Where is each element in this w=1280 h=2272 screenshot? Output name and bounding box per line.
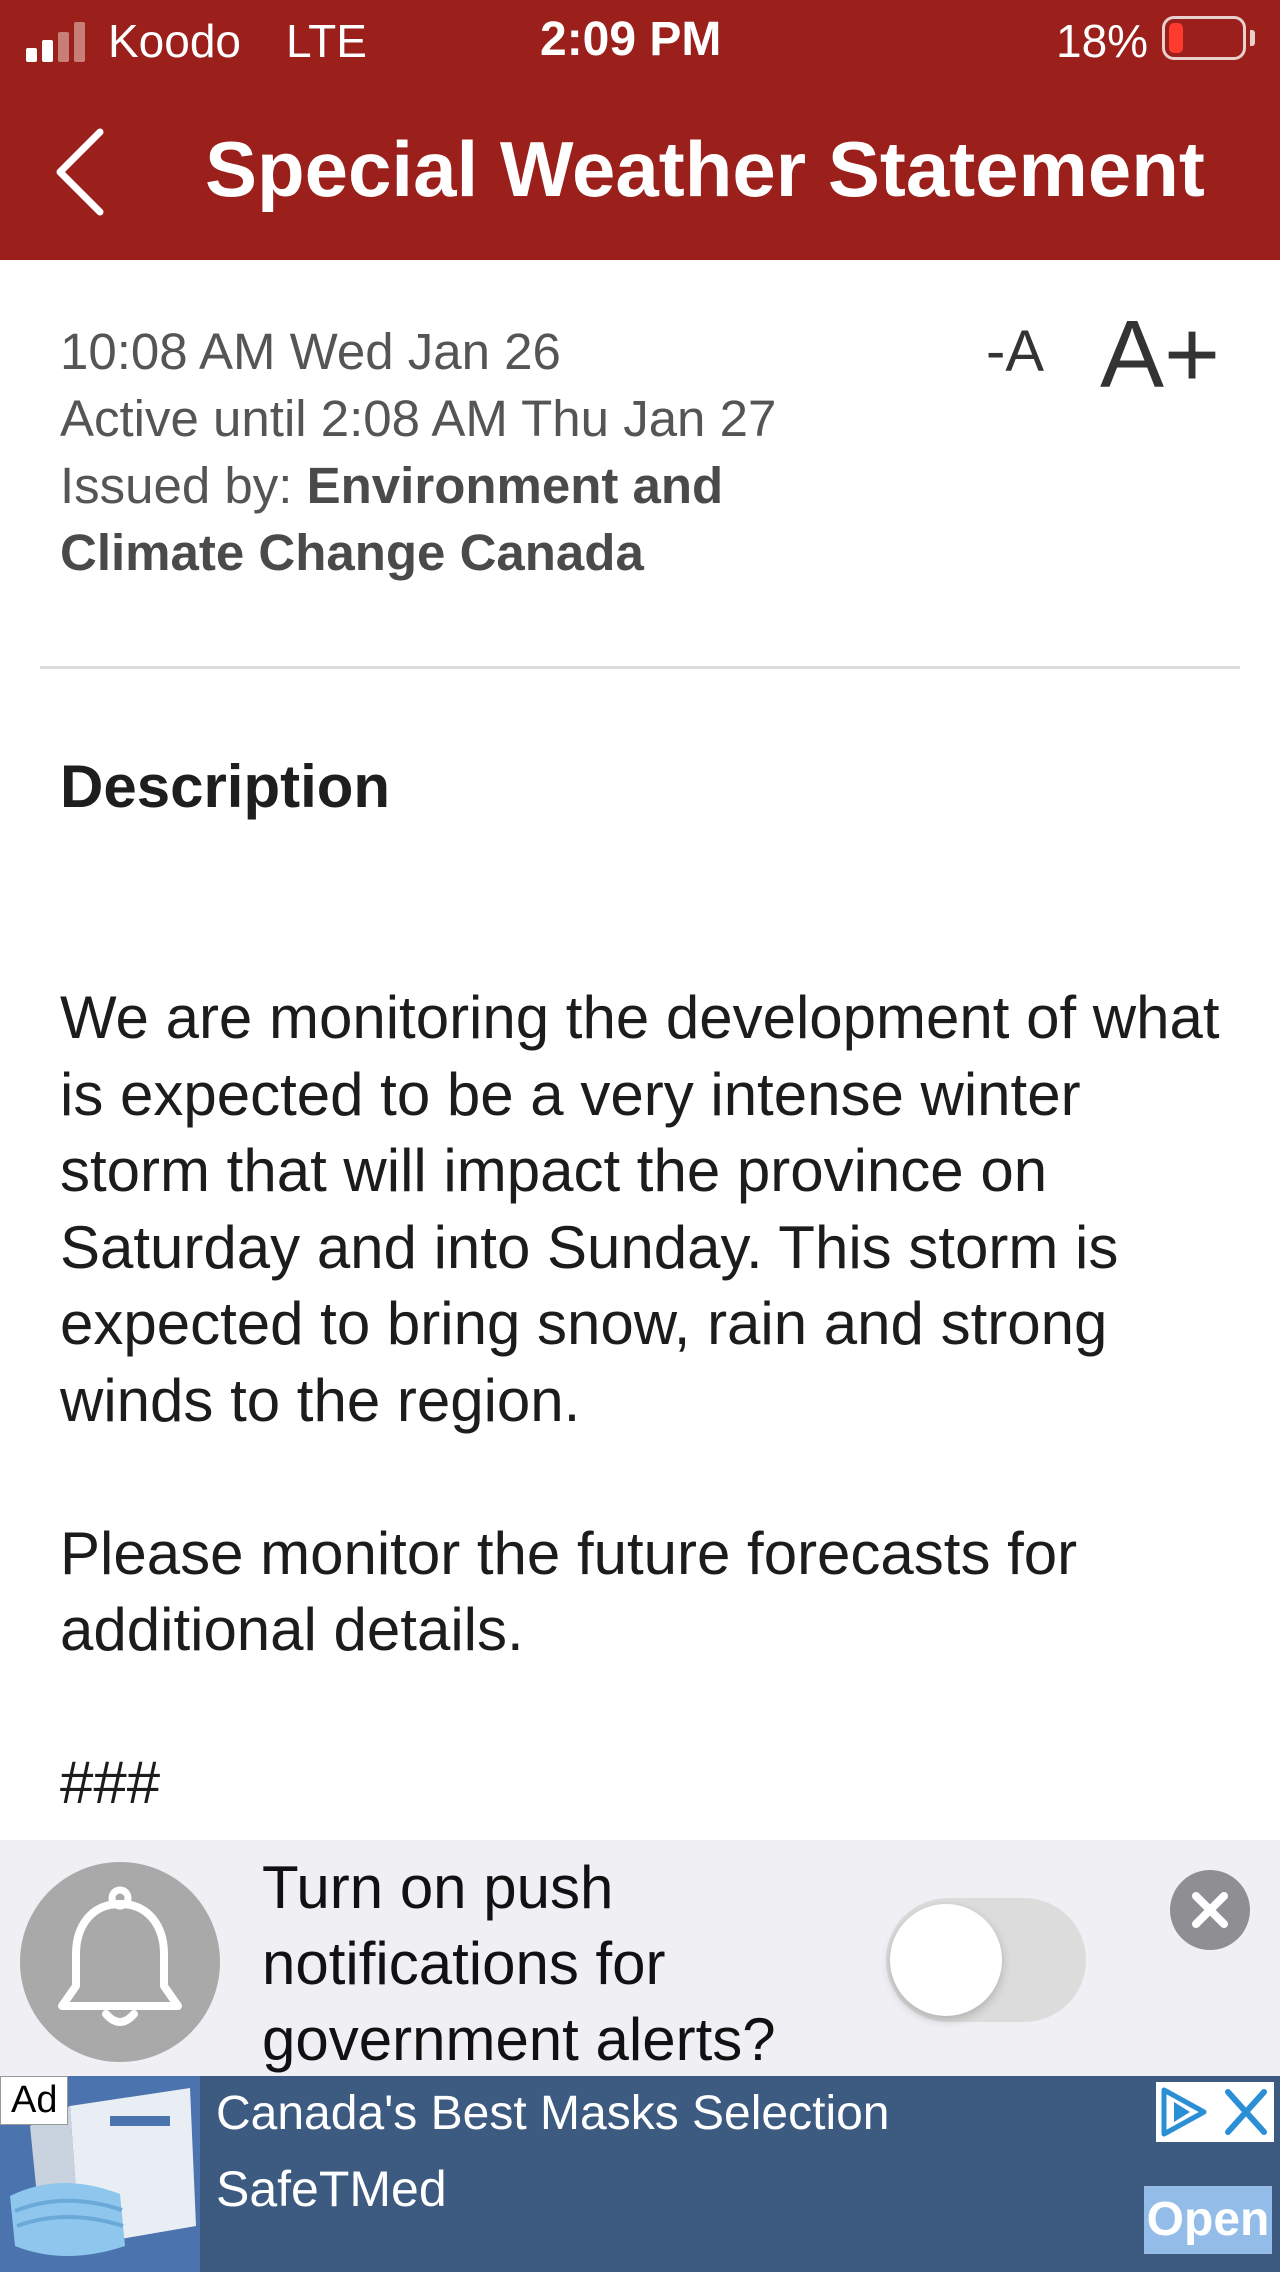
issued-time: 10:08 AM Wed Jan 26 — [60, 323, 561, 380]
close-prompt-button[interactable] — [1170, 1870, 1250, 1950]
issuer-name-line2: Climate Change Canada — [60, 524, 644, 581]
battery-icon — [1162, 16, 1246, 60]
ad-title[interactable]: Canada's Best Masks Selection — [216, 2087, 890, 2140]
status-time: 2:09 PM — [540, 13, 722, 66]
ad-choices-icon[interactable] — [1156, 2082, 1274, 2142]
top-bar — [0, 0, 1280, 260]
ad-advertiser[interactable]: SafeTMed — [216, 2161, 447, 2217]
chevron-left-icon — [50, 122, 114, 222]
push-notifications-toggle[interactable] — [886, 1898, 1086, 2022]
ad-image[interactable] — [0, 2076, 200, 2272]
description-body: We are monitoring the development of what is expected to be a very intense winter storm that will impact the province on Saturday and into Sunday. This storm is expected to bring snow, rain and strong winds to the region. Please monitor the future forecasts for additional details. ### — [60, 984, 1220, 1816]
bell-icon — [20, 1862, 220, 2062]
description-heading: Description — [60, 753, 391, 820]
back-button[interactable] — [50, 122, 114, 222]
active-until: Active until 2:08 AM Thu Jan 27 — [60, 390, 777, 447]
push-prompt-text: Turn on push notifications for government alerts? — [262, 1854, 776, 2073]
status-bar — [0, 0, 1280, 80]
ad-open-button[interactable]: Open — [1144, 2186, 1272, 2254]
alert-meta — [60, 318, 776, 586]
ad-label: Ad — [0, 2076, 68, 2125]
increase-font-button[interactable]: A+ — [1100, 301, 1221, 408]
network-type: LTE — [286, 15, 367, 67]
ad-banner[interactable] — [0, 2076, 1280, 2272]
push-notification-prompt — [0, 1840, 1280, 2076]
signal-strength-icon — [26, 22, 96, 62]
battery-percent: 18% — [1056, 15, 1149, 67]
close-icon — [1170, 1870, 1250, 1950]
carrier-name: Koodo — [108, 15, 242, 67]
divider — [40, 666, 1240, 669]
issuer-name-line1: Environment and — [306, 457, 724, 514]
issued-by: Issued by: Environment and — [60, 457, 724, 514]
decrease-font-button[interactable]: -A — [986, 319, 1044, 384]
page-title: Special Weather Statement — [205, 125, 1205, 213]
toggle-knob — [890, 1904, 1002, 2016]
